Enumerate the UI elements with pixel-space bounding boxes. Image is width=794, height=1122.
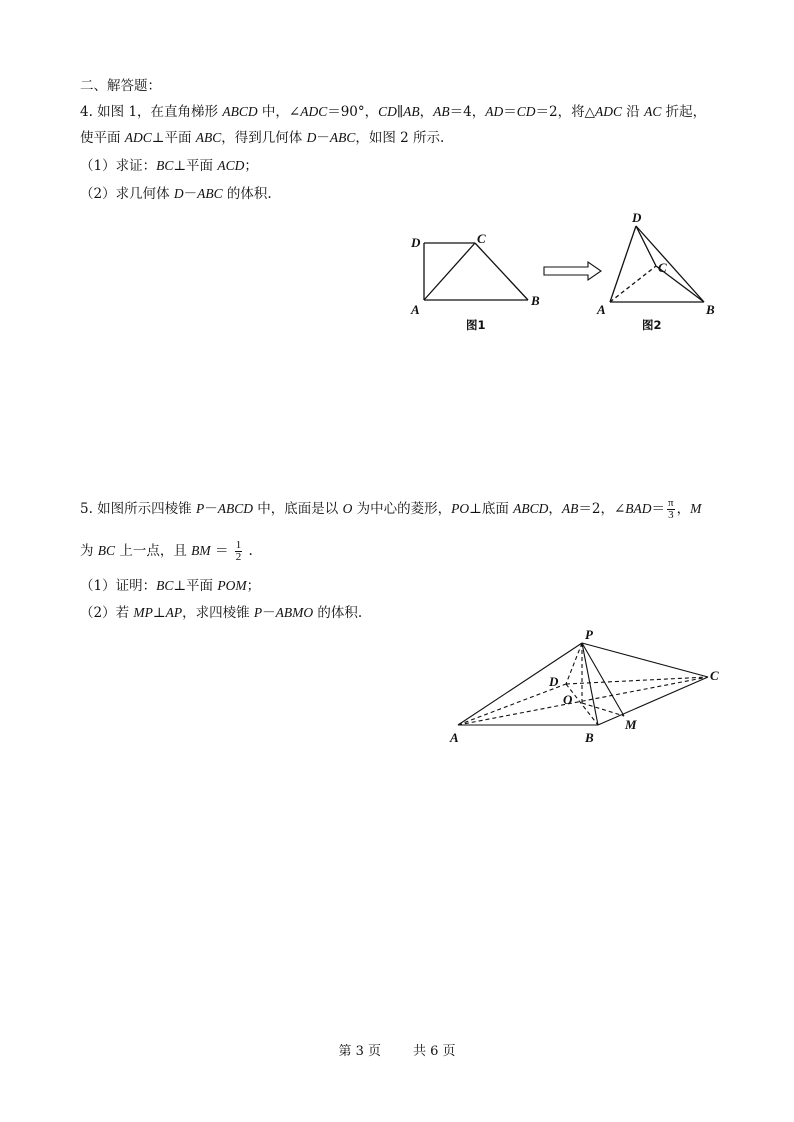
- p5-label-d: D: [549, 674, 559, 689]
- p5-pyramid: [458, 643, 708, 725]
- p5-label-o: O: [563, 692, 573, 707]
- p4-line2: 使平面 ADC⊥平面 ABC，得到几何体 D－ABC，如图 2 所示.: [80, 130, 445, 146]
- fig1-trapezoid: [424, 243, 528, 300]
- total-pages: 共 6 页: [413, 1044, 456, 1059]
- fig1-caption: 图1: [466, 318, 486, 332]
- p4-question1: （1）求证：BC⊥平面 ACD；: [80, 158, 258, 174]
- p4-line1: 4. 如图 1，在直角梯形 ABCD 中，∠ADC＝90°，CD∥AB，AB＝4，AD＝CD＝2，将△ADC 沿 AC 折起，: [80, 104, 707, 120]
- fraction-pi-over-3: $\frac{\pi}{3}$: [668, 497, 674, 521]
- fig2-label-d: D: [632, 210, 642, 225]
- p5-label-m: M: [625, 717, 637, 732]
- p5-label-c: C: [710, 668, 719, 683]
- p5-label-p: P: [585, 627, 593, 642]
- fold-arrow-icon: [544, 262, 601, 280]
- fig2-caption: 图2: [642, 318, 662, 332]
- fig2-label-a: A: [597, 302, 606, 317]
- fig2-label-b: B: [706, 302, 715, 317]
- p5-label-a: A: [450, 730, 459, 745]
- p5-question1: （1）证明：BC⊥平面 POM；: [80, 578, 261, 594]
- page-number: 第 3 页: [338, 1044, 381, 1059]
- fig2-label-c: C: [658, 260, 667, 275]
- p5-question2: （2）若 MP⊥AP，求四棱锥 P－ABMO 的体积.: [80, 605, 363, 621]
- fig1-label-a: A: [411, 302, 420, 317]
- p5-line1: 5. 如图所示四棱锥 P－ABCD 中，底面是以 O 为中心的菱形，PO⊥底面 ABCD，AB＝2，∠BAD＝ $\frac{\pi}{3}$ ，M: [80, 497, 702, 521]
- fig1-label-b: B: [531, 293, 540, 308]
- page-footer: [0, 1040, 794, 1059]
- fig1-label-c: C: [477, 231, 486, 246]
- p5-line2: 为 BC 上一点，且 BM ＝ $\frac{1}{2}$ .: [80, 539, 253, 563]
- section-title: 二、解答题：: [80, 78, 161, 94]
- fraction-one-half: $\frac{1}{2}$: [235, 539, 242, 563]
- fig1-label-d: D: [411, 235, 421, 250]
- p5-label-b: B: [585, 730, 594, 745]
- fig2-tetrahedron: [610, 226, 704, 302]
- p4-question2: （2）求几何体 D－ABC 的体积.: [80, 186, 272, 202]
